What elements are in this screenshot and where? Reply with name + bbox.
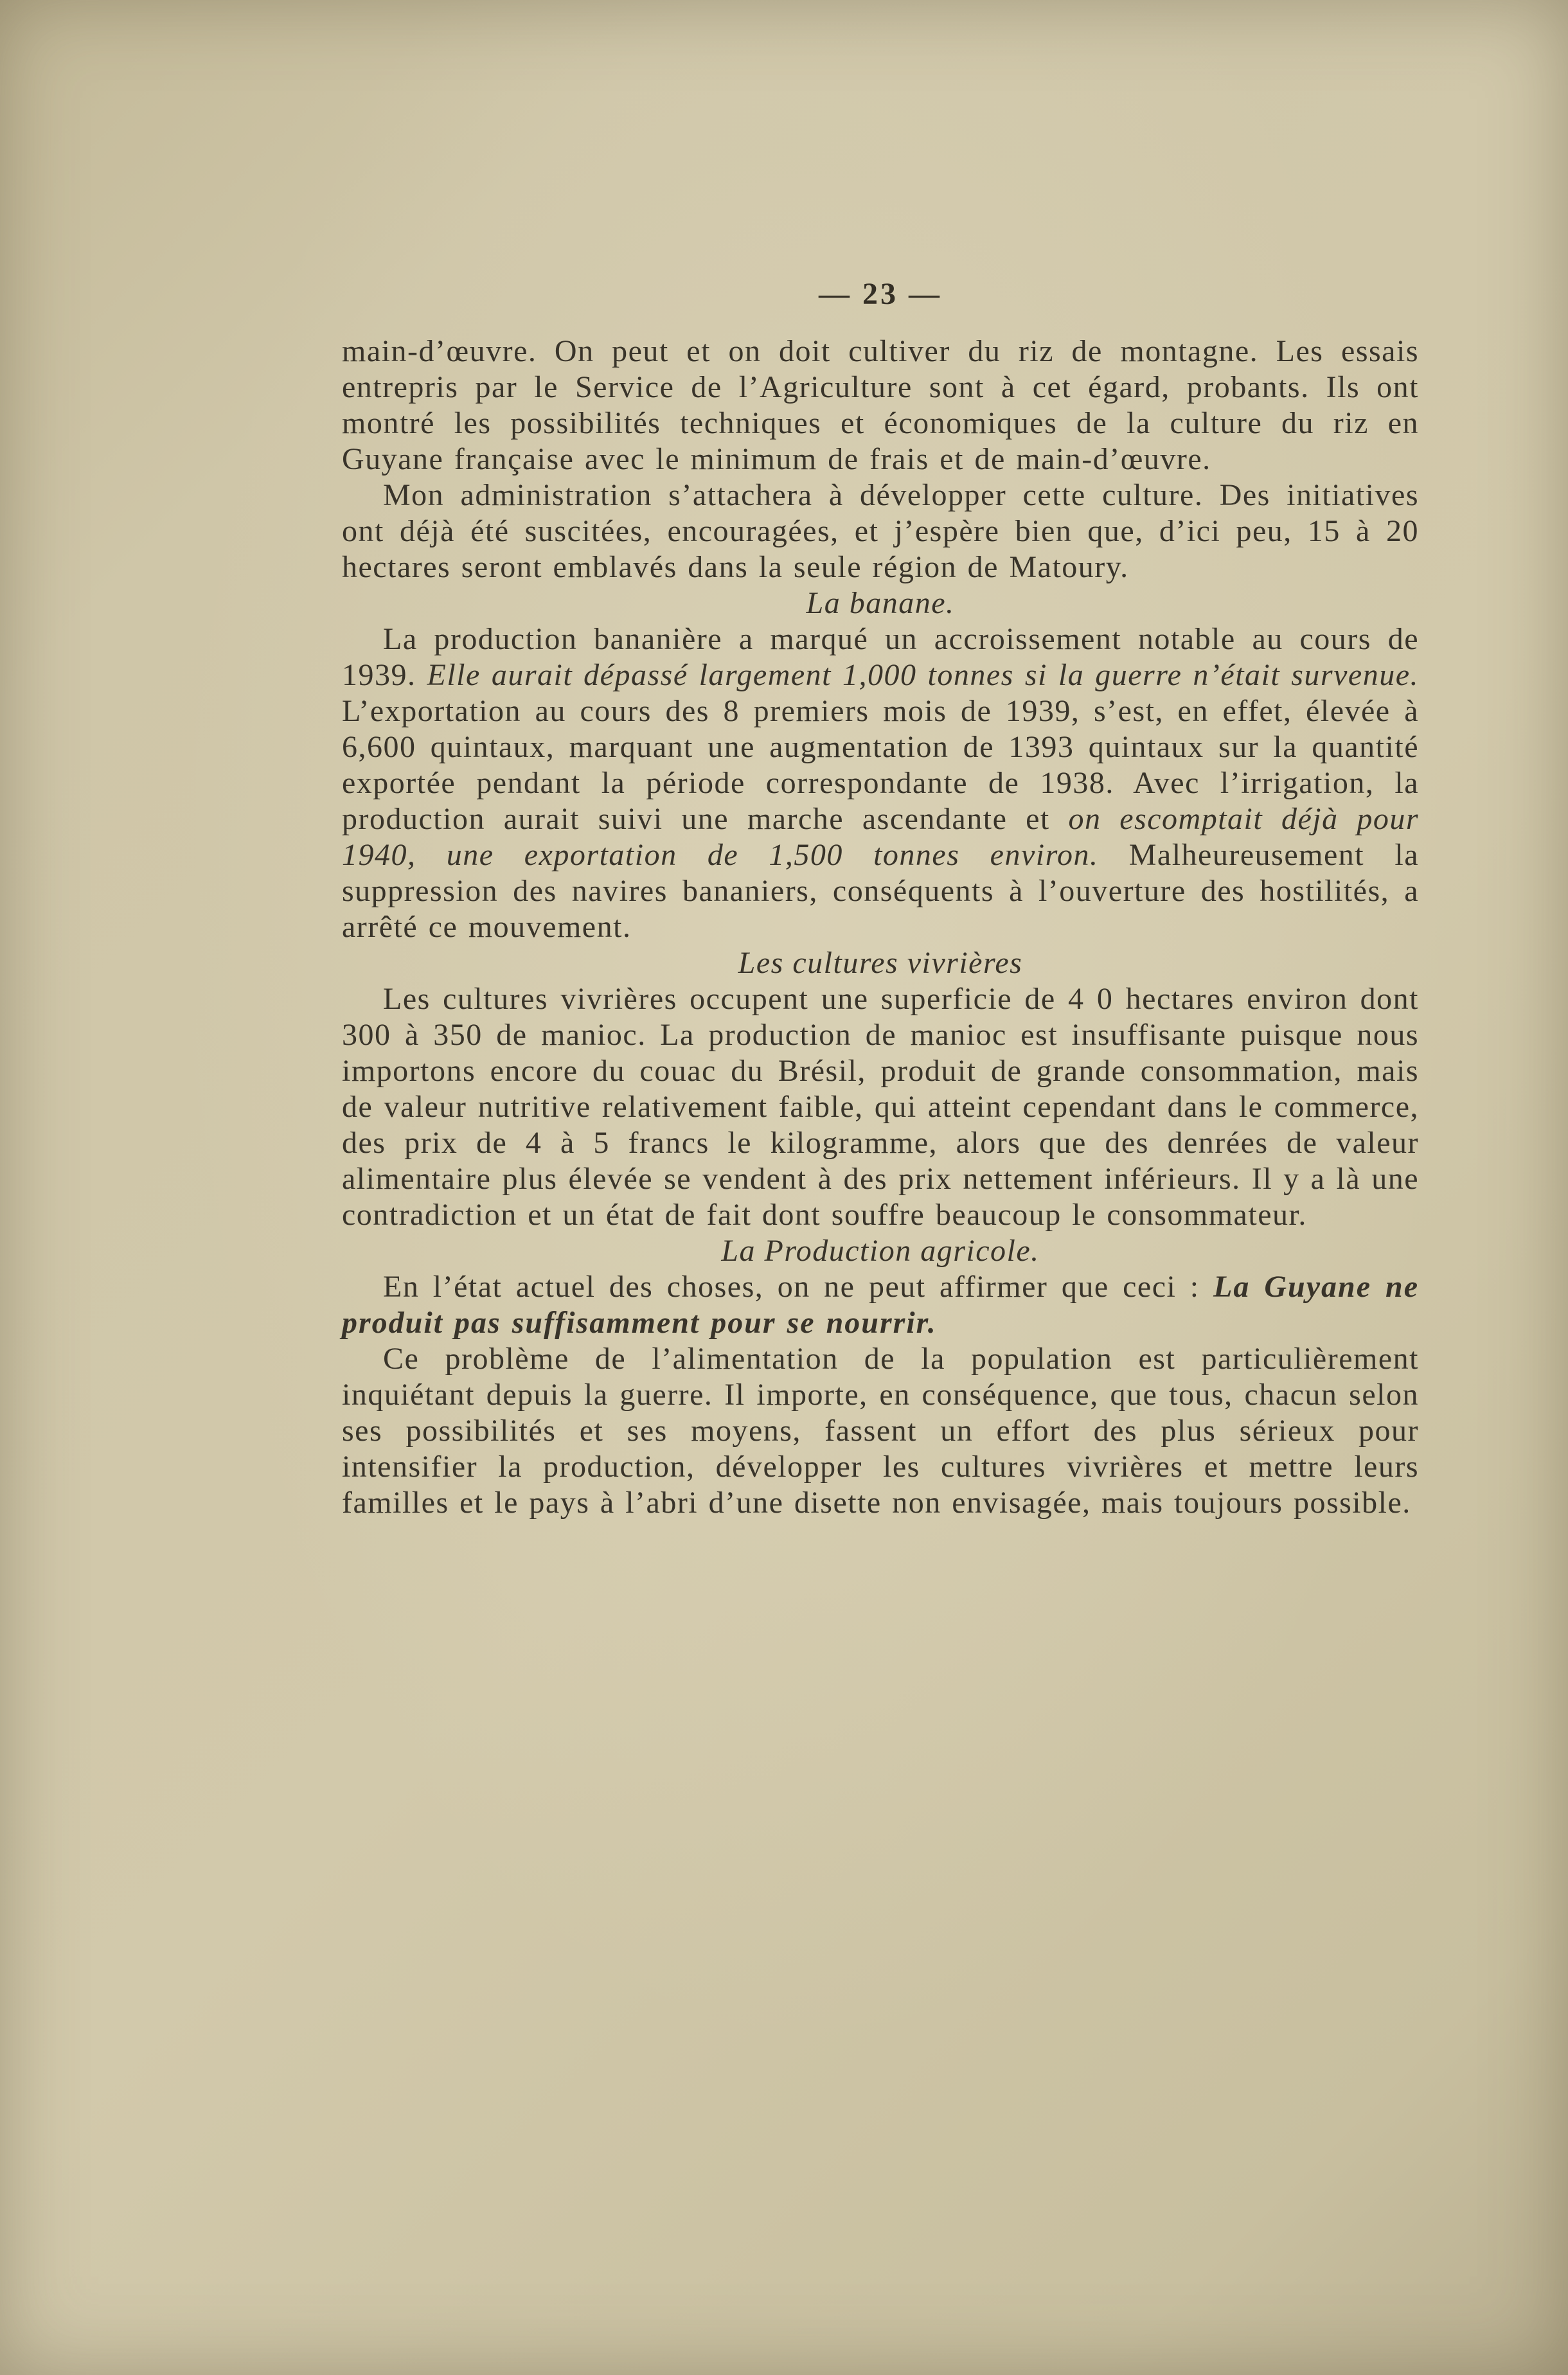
paragraph-production-agricole <box>342 1269 1419 1341</box>
paragraph-banane-emphasis-1: Elle aurait dépassé largement 1,000 tonnes si la guerre n’était survenue. <box>427 658 1420 692</box>
paragraph-banane-text-1: La production bananière a marqué un accroissement notable au cours de 1939. <box>342 622 1419 692</box>
paragraph-banane-text-3: Malheureusement la suppression des navires bananiers, conséquents à l’ouverture des hostilités, a arrêté ce mouvement. <box>342 838 1419 944</box>
paragraph-administration: Mon administration s’attachera à développer cette culture. Des initiatives ont déjà été suscitées, encouragées, et j’espère bien que, d’ici peu, 15 à 20 hectares seront emblavés dans la seule région de Matoury. <box>342 478 1419 584</box>
paragraph-production-text: En l’état actuel des choses, on ne peut affirmer que ceci : <box>383 1270 1214 1304</box>
paragraph-alimentation: Ce problème de l’alimentation de la population est particulièrement inquiétant depuis la guerre. Il importe, en conséquence, que tous, chacun selon ses possibilités et ses moyens, fassent un effort des plus sérieux pour intensifier la production, développer les cultures vivrières et mettre leurs familles et le pays à l’abri d’une disette non envisagée, mais toujours possible. <box>342 1342 1419 1520</box>
heading-cultures-vivrieres: Les cultures vivrières <box>738 946 1023 980</box>
text-block <box>342 276 1419 1521</box>
paragraph-banane-text-2: L’exportation au cours des 8 premiers mois de 1939, s’est, en effet, élevée à 6,600 quintaux, marquant une augmentation de 1393 quintaux sur la quantité exportée pendant la période correspondante de 1938. Avec l’irrigation, la production aurait suivi une marche ascendante et <box>342 694 1419 836</box>
paragraph-banane <box>342 621 1419 945</box>
page-number: — 23 — <box>819 277 942 311</box>
paragraph-cultures-vivrieres: Les cultures vivrières occupent une superficie de 4 0 hectares environ dont 300 à 350 de manioc. La production de manioc est insuffisante puisque nous importons encore du couac du Brésil, produit de grande consommation, mais de valeur nutritive relativement faible, qui atteint cependant dans le commerce, des prix de 4 à 5 francs le kilogramme, alors que des denrées de valeur alimentaire plus élevée se vendent à des prix nettement inférieurs. Il y a là une contradiction et un état de fait dont souffre beaucoup le consommateur. <box>342 982 1419 1232</box>
paragraph-production-bold-statement: La Guyane ne produit pas suffisamment pour se nourrir. <box>342 1270 1420 1340</box>
paragraph-banane-emphasis-2: on escomptait déjà pour 1940, une exportation de 1,500 tonnes environ. <box>342 802 1420 872</box>
heading-production-agricole: La Production agricole. <box>721 1234 1040 1268</box>
paragraph-riz-culture: main-d’œuvre. On peut et on doit cultiver du riz de montagne. Les essais entrepris par le Service de l’Agriculture sont à cet égard, probants. Ils ont montré les possibilités techniques et économiques de la culture du riz en Guyane française avec le minimum de frais et de main-d’œuvre. <box>342 334 1419 476</box>
heading-la-banane: La banane. <box>806 586 955 620</box>
